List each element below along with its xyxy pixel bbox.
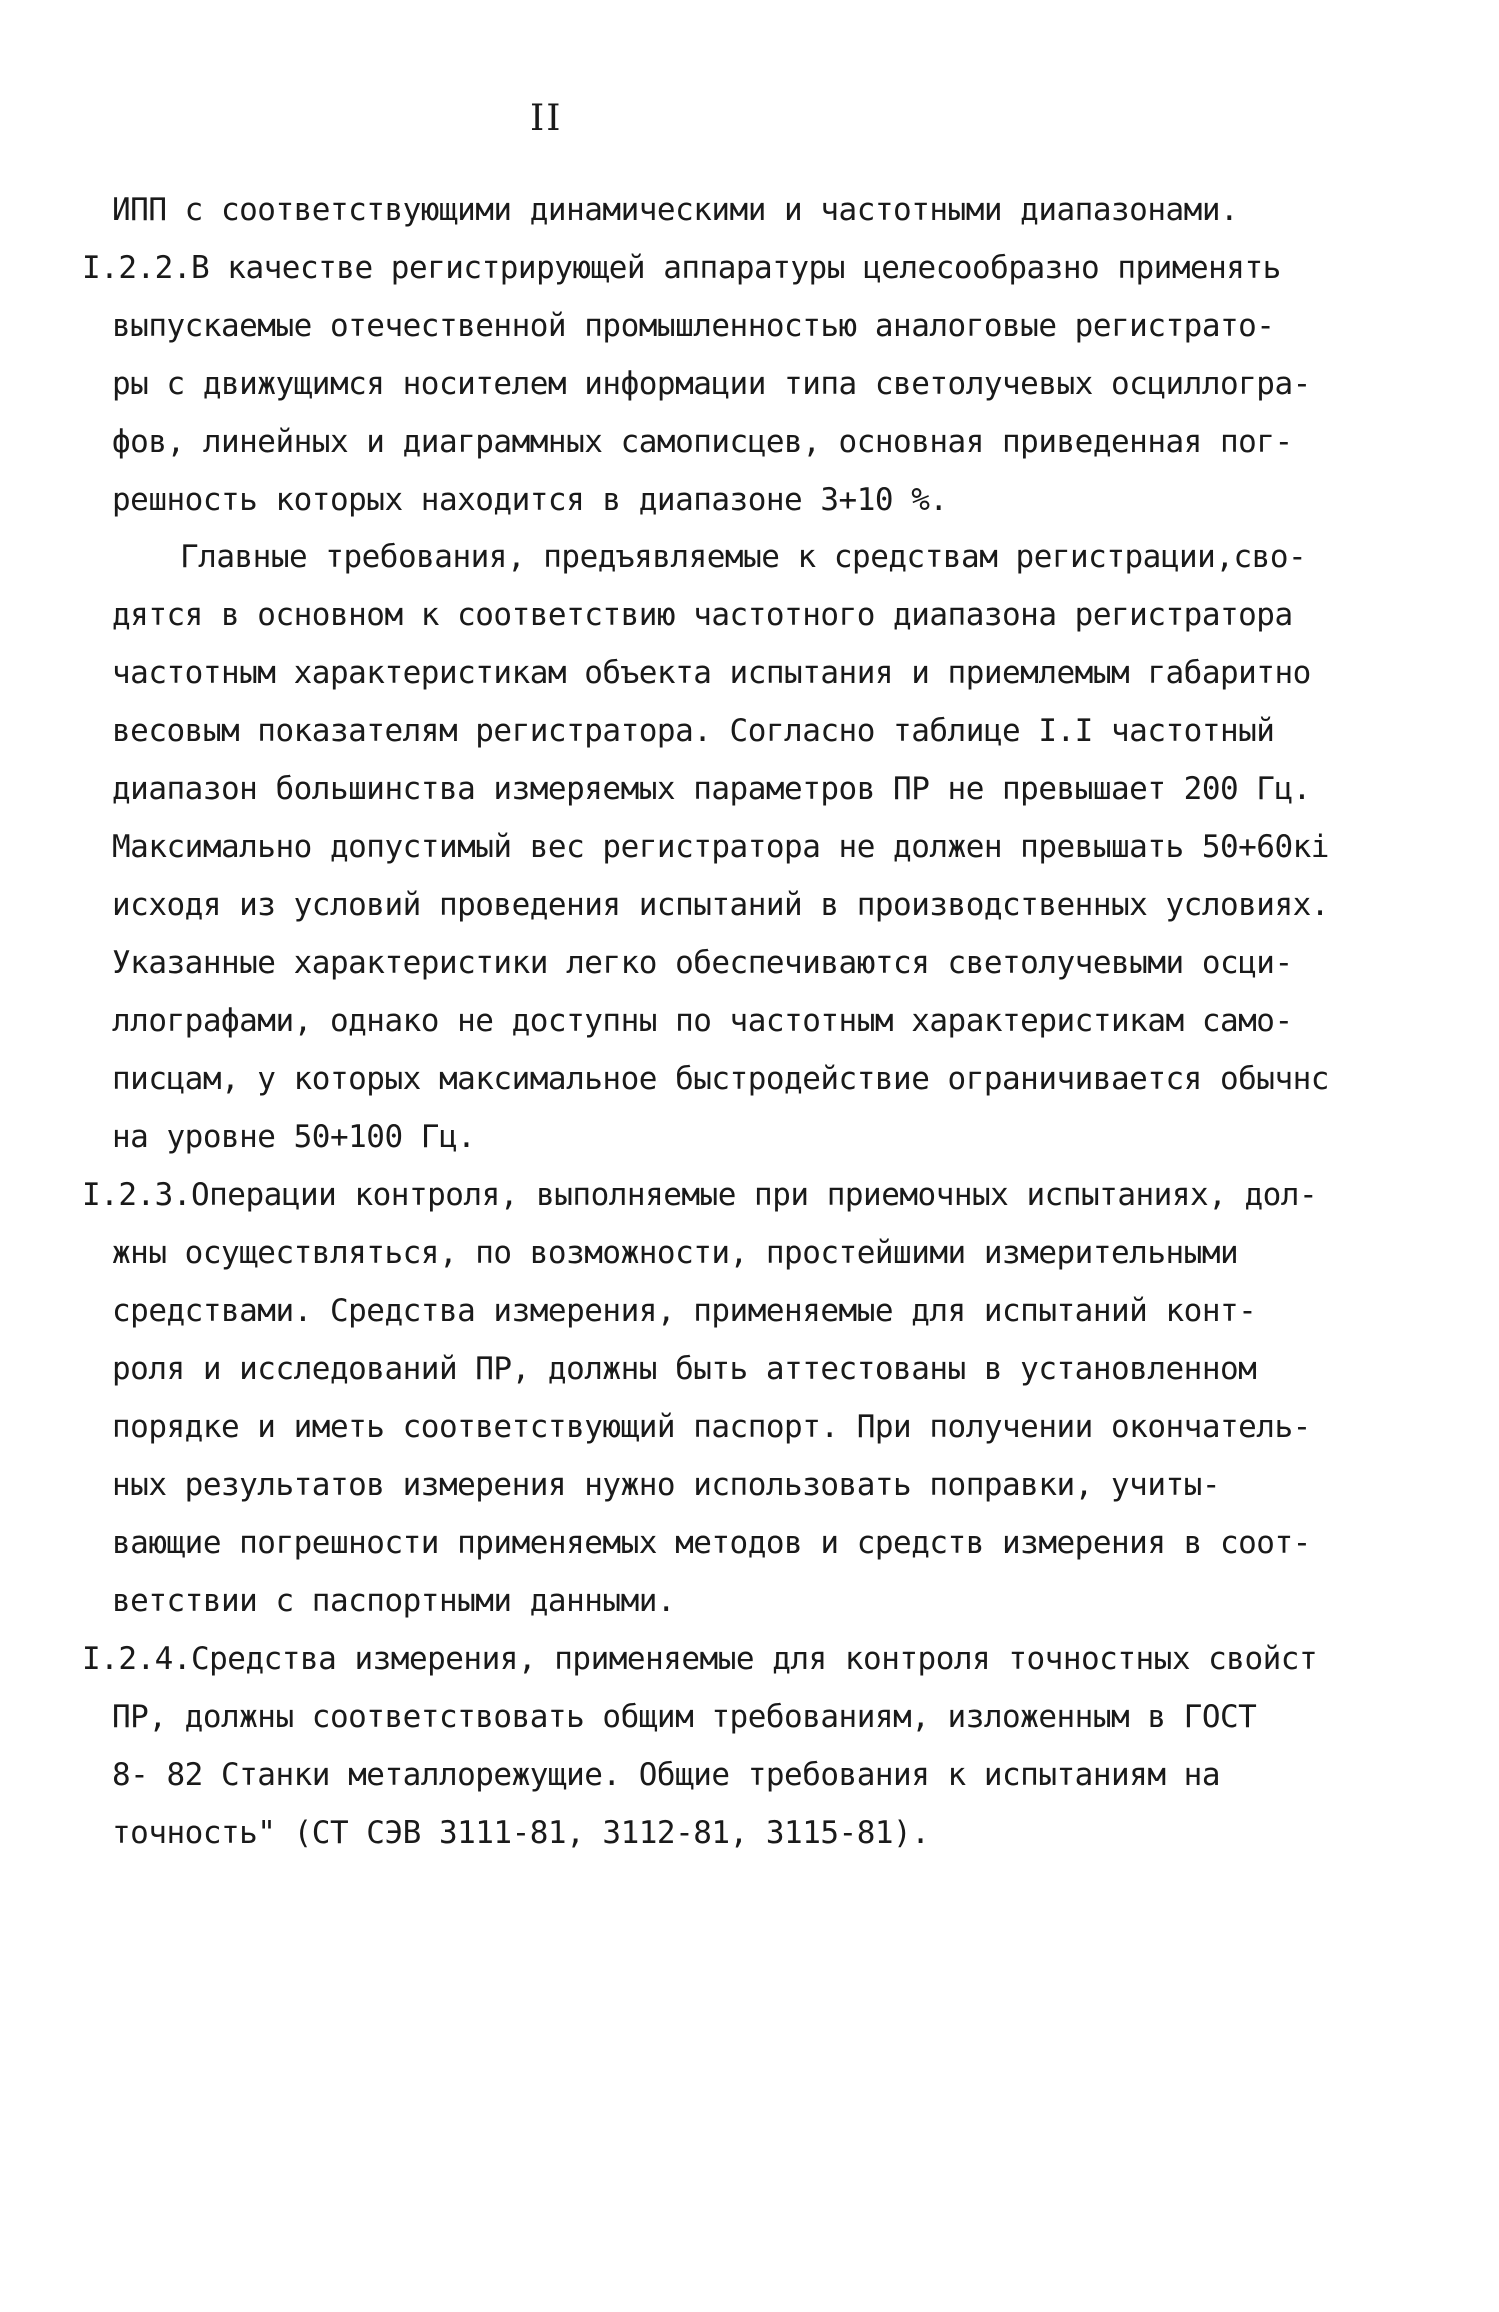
text-line: дятся в основном к соответствию частотного диапазона регистратора bbox=[112, 597, 1293, 633]
text-line: весовым показателям регистратора. Согласно таблице I.I частотный bbox=[112, 713, 1275, 749]
text-line: ры с движущимся носителем информации типа светолучевых осциллогра- bbox=[112, 366, 1311, 402]
text-line: ПР, должны соответствовать общим требованиям, изложенным в ГОСТ bbox=[112, 1699, 1257, 1735]
text-line: средствами. Средства измерения, применяемые для испытаний конт- bbox=[112, 1293, 1257, 1329]
text-line: писцам, у которых максимальное быстродействие ограничивается обычнс bbox=[112, 1061, 1329, 1097]
text-line: выпускаемые отечественной промышленностью аналоговые регистрато- bbox=[112, 308, 1275, 344]
section-heading-1-2-2: I.2.2.В качестве регистрирующей аппаратуры целесообразно применять bbox=[82, 250, 1281, 286]
text-line: диапазон большинства измеряемых параметров ПР не превышает 200 Гц. bbox=[112, 771, 1311, 807]
text-line: порядке и иметь соответствующий паспорт. При получении окончатель- bbox=[112, 1409, 1311, 1445]
text-line: 8- 82 Станки металлорежущие. Общие требования к испытаниям на bbox=[112, 1757, 1220, 1793]
text-line: ветствии с паспортными данными. bbox=[112, 1583, 676, 1619]
text-line: на уровне 50+100 Гц. bbox=[112, 1119, 476, 1155]
page-number: II bbox=[530, 98, 563, 139]
paragraph-start: Главные требования, предъявляемые к средствам регистрации,сво- bbox=[180, 539, 1307, 575]
text-line: Указанные характеристики легко обеспечиваются светолучевыми осци- bbox=[112, 945, 1293, 981]
text-line: исходя из условий проведения испытаний в производственных условиях. bbox=[112, 887, 1329, 923]
text-line: вающие погрешности применяемых методов и средств измерения в соот- bbox=[112, 1525, 1311, 1561]
text-line: частотным характеристикам объекта испытания и приемлемым габаритно bbox=[112, 655, 1311, 691]
text-line: фов, линейных и диаграммных самописцев, основная приведенная пог- bbox=[112, 424, 1293, 460]
text-line: решность которых находится в диапазоне 3+10 %. bbox=[112, 482, 948, 518]
text-line: роля и исследований ПР, должны быть аттестованы в установленном bbox=[112, 1351, 1257, 1387]
text-line: Максимально допустимый вес регистратора не должен превышать 50+60кі bbox=[112, 829, 1329, 865]
section-heading-1-2-4: I.2.4.Средства измерения, применяемые для контроля точностных свойст bbox=[82, 1641, 1318, 1677]
text-line: ллографами, однако не доступны по частотным характеристикам само- bbox=[112, 1003, 1293, 1039]
text-line: жны осуществляться, по возможности, простейшими измерительными bbox=[112, 1235, 1239, 1271]
text-line: ИПП с соответствующими динамическими и частотными диапазонами. bbox=[112, 192, 1239, 228]
section-heading-1-2-3: I.2.3.Операции контроля, выполняемые при приемочных испытаниях, дол- bbox=[82, 1177, 1318, 1213]
text-line: ных результатов измерения нужно использовать поправки, учиты- bbox=[112, 1467, 1220, 1503]
text-line: точность" (СТ СЭВ 3111-81, 3112-81, 3115-81). bbox=[112, 1815, 930, 1851]
